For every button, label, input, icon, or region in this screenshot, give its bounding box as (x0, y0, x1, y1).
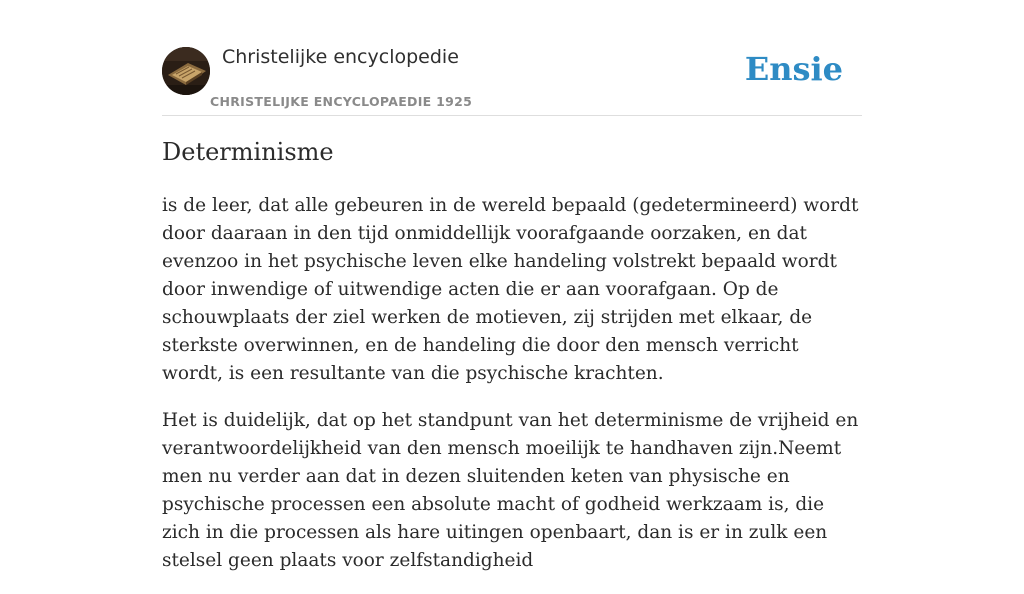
book-photo-icon (162, 47, 210, 95)
source-subtitle[interactable]: CHRISTELIJKE ENCYCLOPAEDIE 1925 (210, 94, 473, 109)
article-paragraph: Het is duidelijk, dat op het standpunt van het determinisme de vrijheid en verantwoordelijkheid van den mensch moeilijk te handhaven zijn.Neemt men nu verder aan dat in dezen sluitenden keten van physische en psychische processen een absolute macht of godheid werkzaam is, die zich in die processen als hare uitingen openbaart, dan is er in zulk een stelsel geen plaats voor zelfstandigheid (162, 410, 859, 571)
article-title: Determinisme (162, 138, 334, 166)
article-body (162, 192, 862, 594)
brand-logo[interactable]: Ensie (744, 50, 843, 88)
source-header (162, 44, 862, 116)
article-paragraph: is de leer, dat alle gebeuren in de wereld bepaald (gedetermineerd) wordt door daaraan in den tijd onmiddellijk voorafgaande oorzaken, en dat evenzoo in het psychische leven elke handeling volstrekt bepaald wordt door inwendige of uitwendige acten die er aan voorafgaan. Op de schouwplaats der ziel werken de motieven, zij strijden met elkaar, de sterkste overwinnen, en de handeling die door den mensch verricht wordt, is een resultante van die psychische krachten. (162, 195, 859, 384)
source-title[interactable]: Christelijke encyclopedie (222, 46, 459, 68)
source-avatar[interactable] (162, 47, 210, 95)
